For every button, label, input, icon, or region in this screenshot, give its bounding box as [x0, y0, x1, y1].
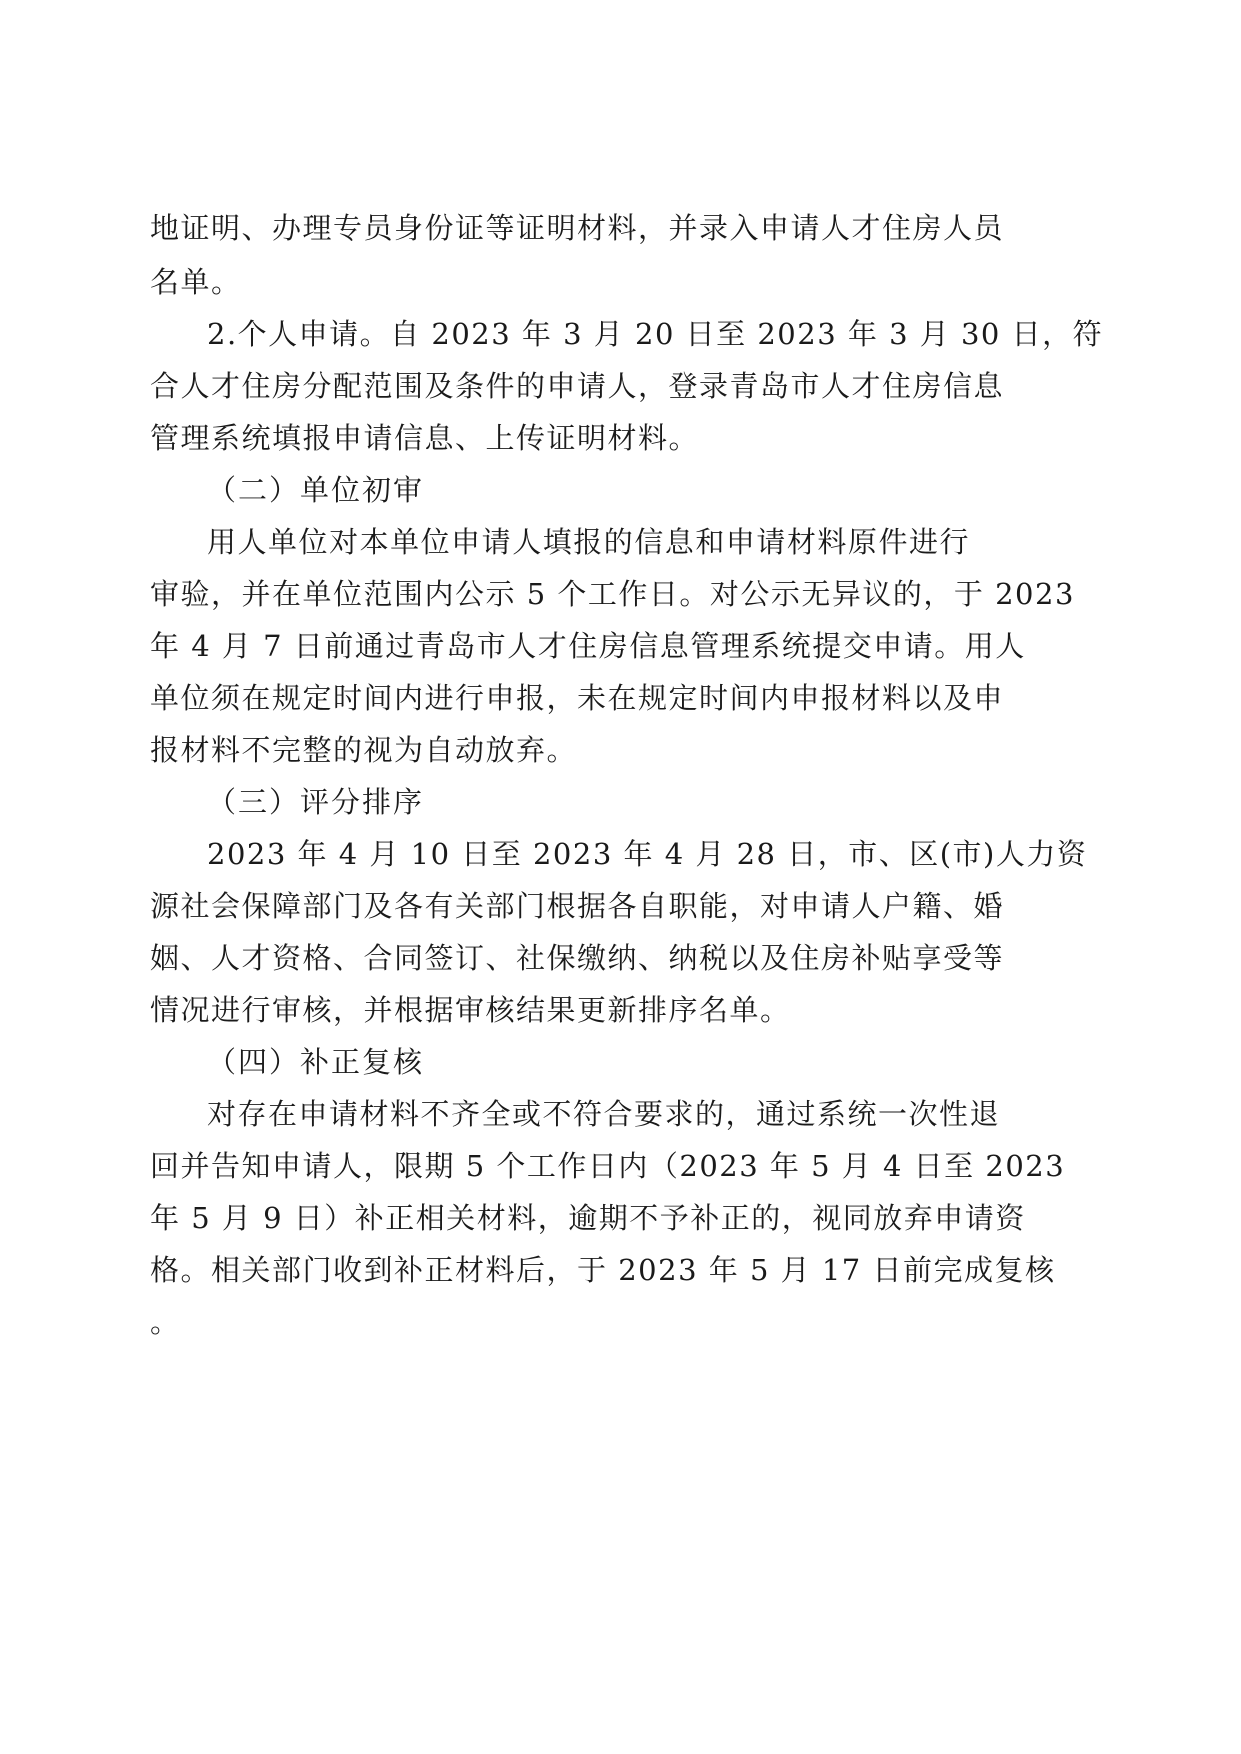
- section-heading-correction-recheck: （四）补正复核: [207, 1045, 425, 1079]
- list-item-personal-application: 2.个人申请。自 2023 年 3 月 20 日至 2023 年 3 月 30 日，符: [207, 317, 1104, 351]
- body-text-line: 管理系统填报申请信息、上传证明材料。: [150, 421, 700, 455]
- body-text-line: 单位须在规定时间内进行申报，未在规定时间内申报材料以及申: [150, 681, 1005, 715]
- body-text-line: 报材料不完整的视为自动放弃。: [150, 733, 578, 767]
- body-text-line: 地证明、办理专员身份证等证明材料，并录入申请人才住房人员: [150, 211, 1005, 245]
- section-heading-unit-review: （二）单位初审: [207, 473, 425, 507]
- body-text-line: 对存在申请材料不齐全或不符合要求的，通过系统一次性退: [207, 1097, 1001, 1131]
- body-text-line: 姻、人才资格、合同签订、社保缴纳、纳税以及住房补贴享受等: [150, 941, 1005, 975]
- body-text-line: 名单。: [150, 265, 242, 299]
- body-text-line: 用人单位对本单位申请人填报的信息和申请材料原件进行: [207, 525, 970, 559]
- body-text-line: 回并告知申请人，限期 5 个工作日内（2023 年 5 月 4 日至 2023: [150, 1149, 1066, 1183]
- section-heading-scoring-ranking: （三）评分排序: [207, 785, 425, 819]
- body-text-line: 年 5 月 9 日）补正相关材料，逾期不予补正的，视同放弃申请资: [150, 1201, 1026, 1235]
- body-text-line: 2023 年 4 月 10 日至 2023 年 4 月 28 日，市、区(市)人力资: [207, 837, 1088, 871]
- body-text-line: 格。相关部门收到补正材料后，于 2023 年 5 月 17 日前完成复核: [150, 1253, 1056, 1287]
- body-text-line: 审验，并在单位范围内公示 5 个工作日。对公示无异议的，于 2023: [150, 577, 1075, 611]
- body-text-line: 情况进行审核，并根据审核结果更新排序名单。: [150, 993, 791, 1027]
- body-text-line: 。: [150, 1305, 181, 1339]
- body-text-line: 年 4 月 7 日前通过青岛市人才住房信息管理系统提交申请。用人: [150, 629, 1026, 663]
- body-text-line: 合人才住房分配范围及条件的申请人，登录青岛市人才住房信息: [150, 369, 1005, 403]
- body-text-line: 源社会保障部门及各有关部门根据各自职能，对申请人户籍、婚: [150, 889, 1005, 923]
